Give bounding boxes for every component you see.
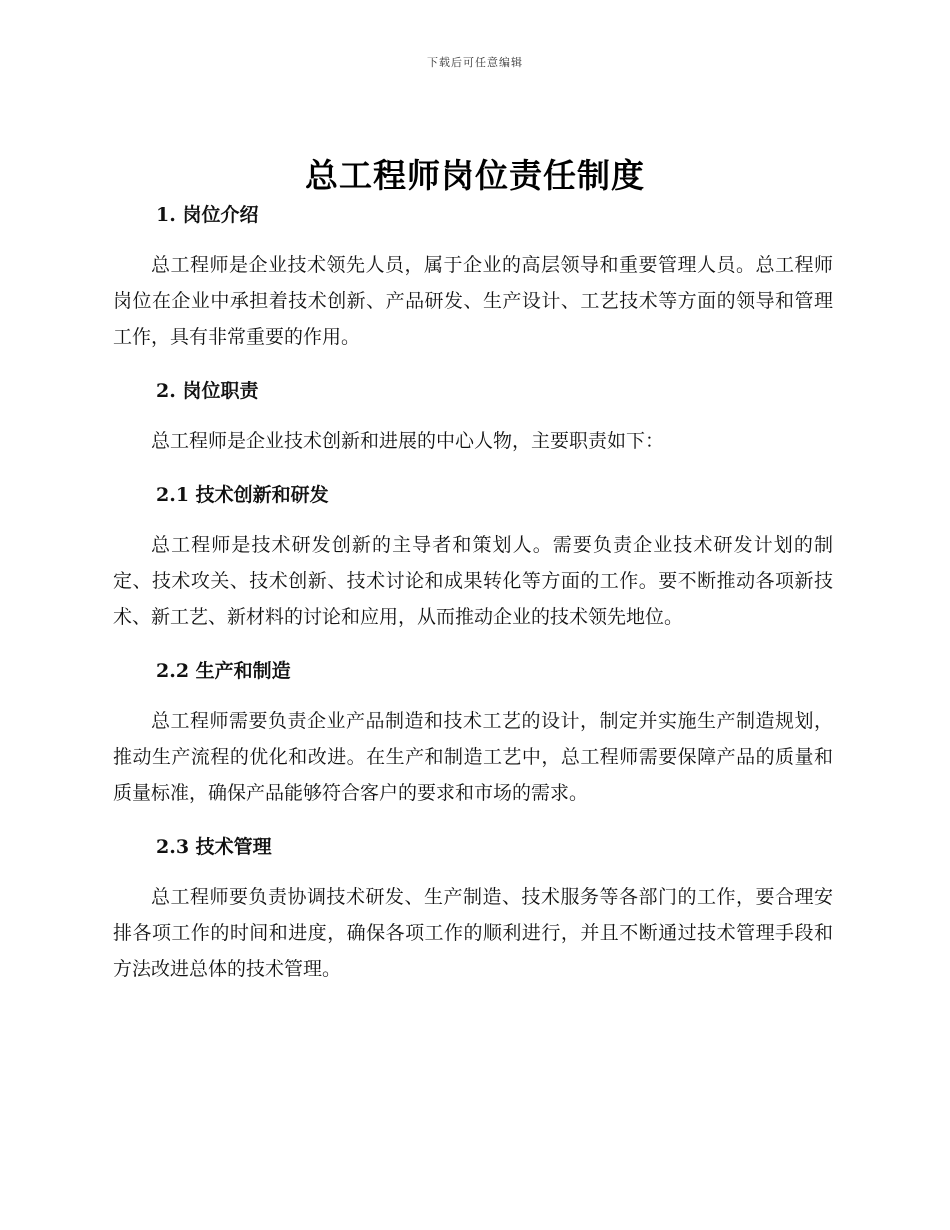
document-body — [113, 200, 833, 987]
section-heading-2-1: 2.1 技术创新和研发 — [156, 484, 329, 506]
section-paragraph-2-1: 总工程师是技术研发创新的主导者和策划人。需要负责企业技术研发计划的制定、技术攻关、技术创新、技术讨论和成果转化等方面的工作。要不断推动各项新技术、新工艺、新材料的讨论和应用，从而推动企业的技术领先地位。 — [113, 534, 833, 628]
section-paragraph-2-3: 总工程师要负责协调技术研发、生产制造、技术服务等各部门的工作，要合理安排各项工作的时间和进度，确保各项工作的顺利进行，并且不断通过技术管理手段和方法改进总体的技术管理。 — [113, 886, 833, 980]
section-heading-2-3: 2.3 技术管理 — [156, 836, 272, 858]
section-paragraph-2: 总工程师是企业技术创新和进展的中心人物，主要职责如下： — [151, 430, 665, 452]
document-title: 总工程师岗位责任制度 — [305, 156, 645, 195]
section-heading-2-2: 2.2 生产和制造 — [156, 660, 291, 682]
section-paragraph-1: 总工程师是企业技术领先人员，属于企业的高层领导和重要管理人员。总工程师岗位在企业中承担着技术创新、产品研发、生产设计、工艺技术等方面的领导和管理工作，具有非常重要的作用。 — [113, 254, 833, 348]
section-heading-1: 1. 岗位介绍 — [156, 204, 259, 226]
section-paragraph-2-2: 总工程师需要负责企业产品制造和技术工艺的设计，制定并实施生产制造规划，推动生产流程的优化和改进。在生产和制造工艺中，总工程师需要保障产品的质量和质量标准，确保产品能够符合客户的要求和市场的需求。 — [113, 710, 833, 804]
header-note: 下载后可任意编辑 — [427, 56, 523, 69]
section-heading-2: 2. 岗位职责 — [156, 380, 259, 402]
